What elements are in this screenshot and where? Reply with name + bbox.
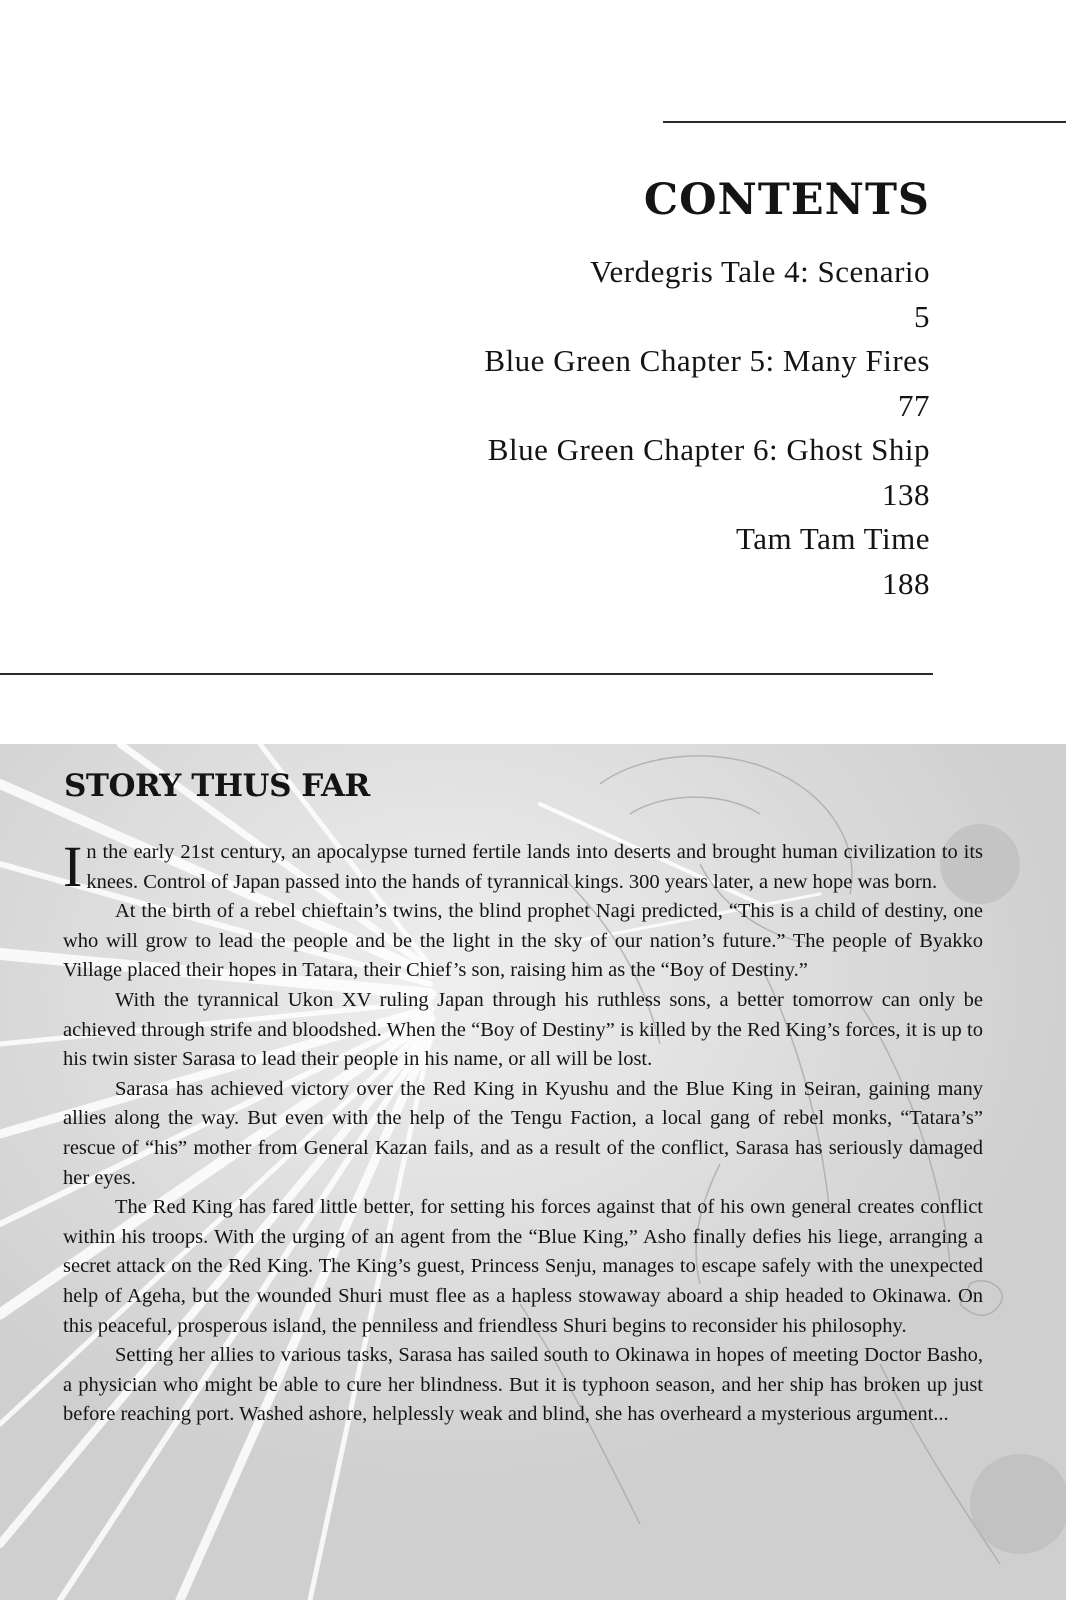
story-paragraph: With the tyrannical Ukon XV ruling Japan through his ruthless sons, a better tomorrow can only be achieved through strife and bloodshed. When the “Boy of Destiny” is killed by the Red King’s forces, it is up to his twin sister Sarasa to lead their people in his name, or all will be lost. (63, 988, 983, 1071)
story-paragraph: At the birth of a rebel chieftain’s twins, the blind prophet Nagi predicted, “This is a child of destiny, one who will grow to lead the people and be the light in the sky of our nation’s future.” The people of Byakko Village placed their hopes in Tatara, their Chief’s son, raising him as the “Boy of Destiny.” (63, 900, 983, 982)
story-paragraph: Setting her allies to various tasks, Sarasa has sailed south to Okinawa in hopes of meeting Doctor Basho, a physician who might be able to cure her blindness. But it is typhoon season, and her ship has broken up just before reaching port. Washed ashore, helplessly weak and blind, she has overheard a mysterious argument... (63, 1344, 983, 1426)
story-body (63, 834, 983, 1430)
middle-rule (0, 673, 933, 675)
toc-item-title: Verdegris Tale 4: Scenario (590, 254, 930, 289)
drop-cap: I (63, 834, 83, 899)
story-section (0, 744, 1066, 1600)
top-rule (663, 121, 1066, 123)
contents-heading: CONTENTS (643, 175, 930, 225)
toc-item[interactable] (370, 339, 930, 428)
toc-list (370, 250, 930, 606)
toc-item-title: Blue Green Chapter 6: Ghost Ship (487, 432, 930, 467)
story-paragraph (63, 834, 983, 899)
toc-item-page: 188 (882, 565, 930, 601)
story-paragraph-text: n the early 21st century, an apocalypse turned fertile lands into deserts and brought human civilization to its knees. Control of Japan passed into the hands of tyrannical kings. 300 years later, a new hope was born. (86, 841, 983, 893)
toc-item-page: 5 (914, 298, 930, 334)
contents-section (370, 170, 930, 606)
toc-item-title: Blue Green Chapter 5: Many Fires (484, 343, 930, 378)
toc-item[interactable] (370, 428, 930, 517)
toc-item-page: 77 (898, 387, 930, 423)
story-paragraph: Sarasa has achieved victory over the Red King in Kyushu and the Blue King in Seiran, gaining many allies along the way. But even with the help of the Tengu Faction, a local gang of rebel monks, “Tatara’s” rescue of “his” mother from General Kazan fails, and as a result of the conflict, Sarasa has seriously damaged her eyes. (63, 1077, 983, 1189)
toc-item-title: Tam Tam Time (736, 521, 930, 556)
toc-item[interactable] (370, 250, 930, 339)
toc-item[interactable] (370, 517, 930, 606)
story-paragraph: The Red King has fared little better, for setting his forces against that of his own general creates conflict within his troops. With the urging of an agent from the “Blue King,” Asho finally defies his liege, arranging a secret attack on the Red King. The King’s guest, Princess Senju, manages to escape safely with the unexpected help of Ageha, but the wounded Shuri must flee as a hapless stowaway aboard a ship headed to Okinawa. On this peaceful, prosperous island, the penniless and friendless Shuri begins to reconsider his philosophy. (63, 1196, 983, 1337)
story-heading: STORY THUS FAR (64, 768, 370, 804)
toc-item-page: 138 (882, 476, 930, 512)
